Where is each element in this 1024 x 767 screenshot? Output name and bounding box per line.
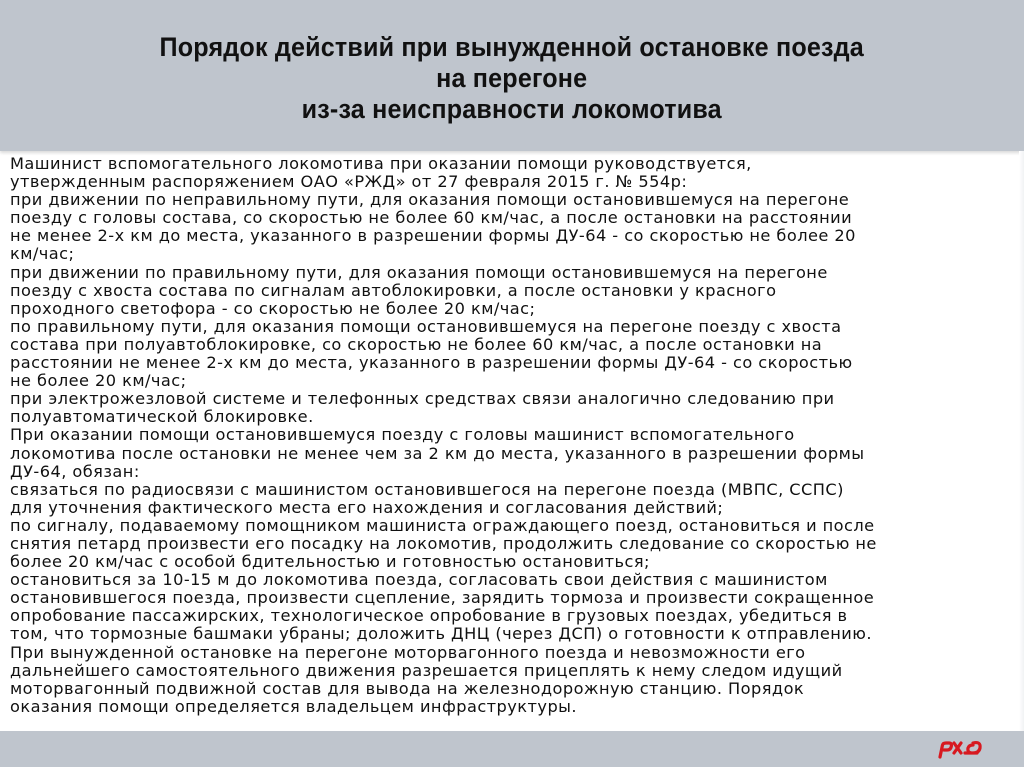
text-line: состава при полуавтоблокировке, со скоростью не более 60 км/час, а после остановки на — [10, 334, 823, 354]
text-line: км/час; — [10, 244, 75, 264]
text-line: поезду с хвоста состава по сигналам автоблокировки, а после остановки у красного — [10, 280, 777, 300]
text-line: остановиться за 10-15 м до локомотива поезда, согласовать свои действия с машинистом — [10, 570, 828, 590]
body-text — [10, 155, 1010, 716]
text-line: оказания помощи определяется владельцем инфраструктуры. — [10, 696, 577, 716]
text-line: полуавтоматической блокировке. — [10, 407, 314, 427]
text-line: связаться по радиосвязи с машинистом остановившегося на перегоне поезда (МВПС, ССПС) — [10, 479, 844, 499]
title-line: из-за неисправности локомотива — [301, 94, 723, 124]
text-line: утвержденным распоряжением ОАО «РЖД» от 27 февраля 2015 г. № 554р: — [10, 172, 688, 192]
text-line: не более 20 км/час; — [10, 371, 187, 391]
text-line: расстоянии не менее 2-х км до места, указанного в разрешении формы ДУ-64 - со скоростью — [10, 353, 853, 373]
text-line: локомотива после остановки не менее чем за 2 км до места, указанного в разрешении формы — [10, 443, 865, 463]
text-line: проходного светофора - со скоростью не более 20 км/час; — [10, 298, 536, 318]
text-line: по правильному пути, для оказания помощи остановившемуся на перегоне поезду с хвоста — [10, 316, 842, 336]
text-line: остановившегося поезда, произвести сцепление, зарядить тормоза и произвести сокращенное — [10, 588, 875, 608]
right-edge-shadow — [1019, 151, 1024, 731]
title-line: на перегоне — [436, 63, 588, 93]
text-line: При вынужденной остановке на перегоне моторвагонного поезда и невозможности его — [10, 642, 806, 662]
text-line: более 20 км/час с особой бдительностью и готовностью остановиться; — [10, 552, 650, 572]
slide-header — [0, 0, 1024, 151]
title-line: Порядок действий при вынужденной остановке поезда — [159, 32, 865, 62]
text-line: при движении по неправильному пути, для оказания помощи остановившемуся на перегоне — [10, 190, 850, 210]
text-line: моторвагонный подвижной состав для вывода на железнодорожную станцию. Порядок — [10, 678, 805, 698]
text-line: поезду с головы состава, со скоростью не более 60 км/час, а после остановки на расстоянии — [10, 208, 853, 228]
text-line: ДУ-64, обязан: — [10, 461, 140, 481]
text-line: для уточнения фактического места его нахождения и согласования действий; — [10, 497, 724, 517]
text-line: том, что тормозные башмаки убраны; доложить ДНЦ (через ДСП) о готовности к отправлению. — [10, 624, 872, 644]
text-line: опробование пассажирских, технологическое опробование в грузовых поездах, убедиться в — [10, 606, 848, 626]
text-line: Машинист вспомогательного локомотива при оказании помощи руководствуется, — [10, 154, 752, 173]
text-line: не менее 2-х км до места, указанного в разрешении формы ДУ-64 - со скоростью не более 20 — [10, 226, 856, 246]
text-line: по сигналу, подаваемому помощником машиниста ограждающего поезд, остановиться и после — [10, 515, 875, 535]
text-line: при электрожезловой системе и телефонных средствах связи аналогично следованию при — [10, 389, 835, 409]
slide-footer — [0, 731, 1024, 767]
text-line: дальнейшего самостоятельного движения разрешается прицеплять к нему следом идущий — [10, 660, 843, 680]
text-line: снятия петард произвести его посадку на локомотив, продолжить следование со скоростью не — [10, 533, 877, 553]
text-line: при движении по правильному пути, для оказания помощи остановившемуся на перегоне — [10, 262, 828, 282]
slide-title — [160, 26, 864, 125]
text-line: При оказании помощи остановившемуся поезду с головы машинист вспомогательного — [10, 425, 795, 445]
rzd-logo-icon — [937, 739, 987, 759]
